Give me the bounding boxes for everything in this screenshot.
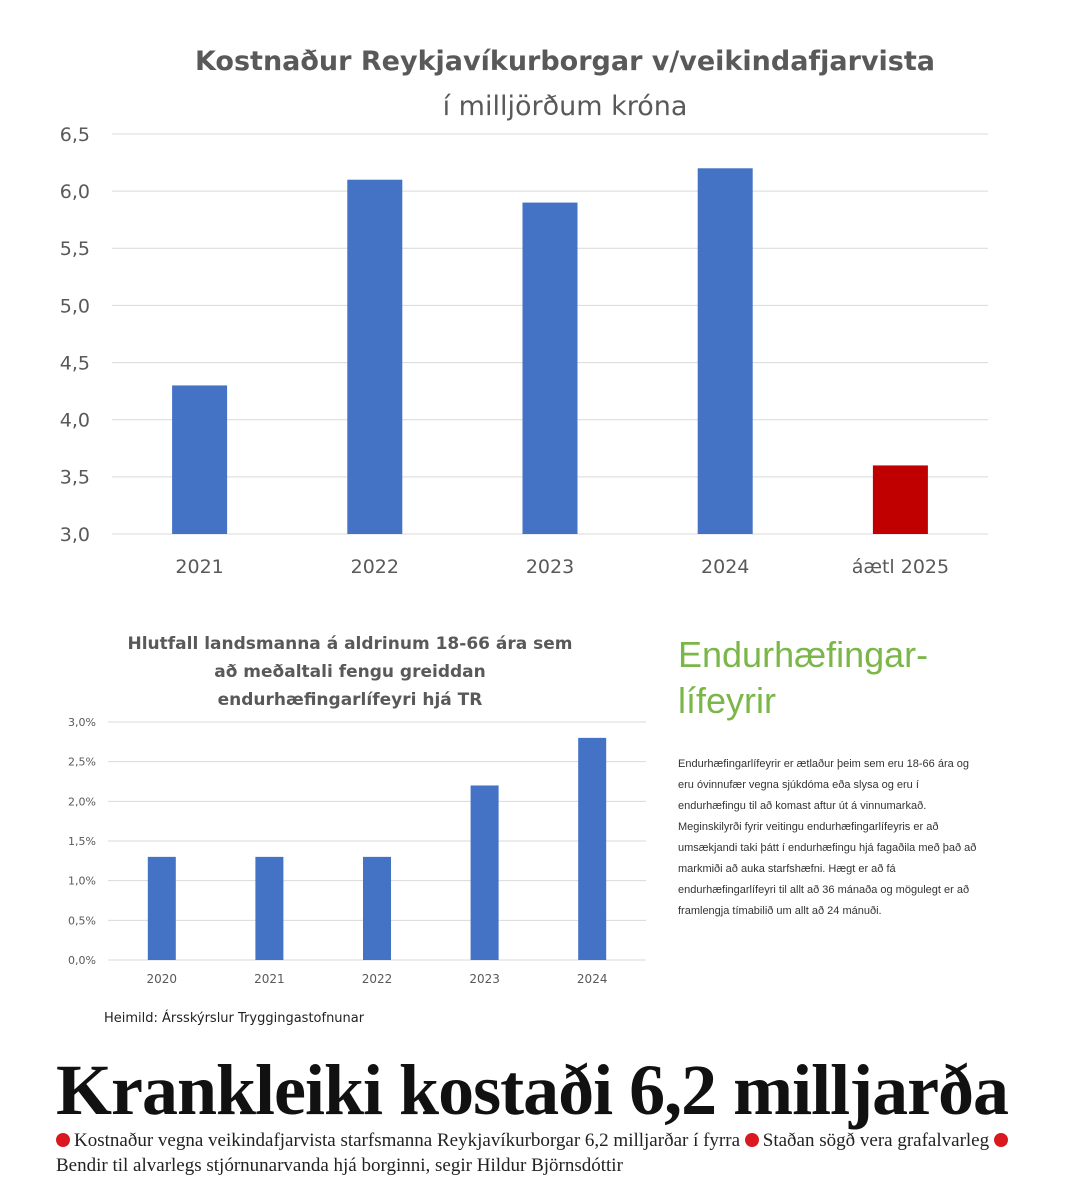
- chart2-xtick-label: 2021: [254, 972, 285, 986]
- chart1-ytick-label: 5,5: [59, 238, 90, 261]
- chart2-source: Heimild: Ársskýrslur Tryggingastofnunar: [104, 1011, 365, 1026]
- chart2-xtick-label: 2023: [469, 972, 500, 986]
- chart1-xtick-label: 2022: [350, 556, 399, 578]
- chart1-ytick-label: 4,0: [59, 409, 90, 432]
- chart2-bar: [578, 738, 606, 960]
- bullet-dot-icon: [745, 1133, 759, 1147]
- chart2-bar: [148, 857, 176, 960]
- chart1-bar: [873, 465, 928, 534]
- lead-bullet-3: Bendir til alvarlegs stjórnunarvanda hjá borginni, segir Hildur Björnsdóttir: [56, 1155, 623, 1176]
- chart2-title-line-2: að meðaltali fengu greiddan: [214, 662, 486, 682]
- chart2-svg: [40, 620, 660, 1000]
- chart2-bar: [363, 857, 391, 960]
- chart2-bar: [471, 785, 499, 960]
- bullet-dot-icon: [56, 1133, 70, 1147]
- infobox-heading-line-2: lífeyrir: [678, 680, 776, 721]
- article-lead: [56, 1128, 1016, 1178]
- chart2-title-line-3: endurhæfingarlífeyri hjá TR: [217, 690, 483, 710]
- infobox-heading: [678, 632, 1008, 724]
- chart1-ytick-label: 5,0: [59, 295, 90, 318]
- bullet-dot-icon: [994, 1133, 1008, 1147]
- chart2-ytick-label: 3,0%: [68, 715, 96, 729]
- chart1-bar: [172, 385, 227, 534]
- chart2-bar: [255, 857, 283, 960]
- chart2-ytick-label: 0,5%: [68, 914, 96, 928]
- lead-bullet-1: Kostnaður vegna veikindafjarvista starfsmanna Reykjavíkurborgar 6,2 milljarðar í fyrra: [74, 1130, 741, 1151]
- chart2-ytick-label: 1,0%: [68, 874, 96, 888]
- lead-bullet-2: Staðan sögð vera grafalvarleg: [762, 1130, 990, 1151]
- chart1-title: Kostnaður Reykjavíkurborgar v/veikindafjarvista: [194, 46, 936, 77]
- chart2-ytick-label: 0,0%: [68, 953, 96, 967]
- chart1-xtick-label: 2021: [175, 556, 224, 578]
- article-headline: Krankleiki kostaði 6,2 milljarða: [56, 1050, 1009, 1130]
- chart1-ytick-label: 3,0: [59, 523, 90, 546]
- chart2-ytick-label: 1,5%: [68, 834, 96, 848]
- chart2-ytick-label: 2,0%: [68, 795, 96, 809]
- chart1-xtick-label: 2023: [525, 556, 575, 578]
- chart1-bar: [698, 168, 753, 534]
- chart1-subtitle: í milljörðum króna: [442, 91, 688, 122]
- chart2-xtick-label: 2022: [361, 972, 393, 986]
- chart1-xtick-label: áætl 2025: [851, 556, 950, 578]
- infobox-body: Endurhæfingarlífeyrir er ætlaður þeim sem eru 18-66 ára og eru óvinnufær vegna sjúkdóma eða slysa og eru í endurhæfingu til að komast aftur út á vinnumarkað. Meginskilyrði fyrir veitingu endurhæfingarlífeyris er að umsækjandi taki þátt í endurhæfingu hjá fagaðila með það að markmiði að auka starfshæfni. Hægt er að fá endurhæfingarlífeyri til allt að 36 mánaða og mögulegt er að framlengja tímabilið um allt að 24 mánuði.: [678, 758, 977, 917]
- infobox-heading-line-1: Endurhæfingar-: [678, 634, 929, 675]
- chart2-title-line-1: Hlutfall landsmanna á aldrinum 18-66 ára sem: [127, 634, 573, 654]
- chart1-ytick-label: 3,5: [59, 466, 90, 489]
- chart1-bar: [347, 180, 402, 534]
- chart1-ytick-label: 6,0: [59, 180, 90, 203]
- chart2-xtick-label: 2024: [576, 972, 608, 986]
- chart2-xtick-label: 2020: [146, 972, 178, 986]
- chart1-ytick-label: 6,5: [59, 123, 90, 146]
- chart1-bar: [523, 203, 578, 534]
- chart2-ytick-label: 2,5%: [68, 755, 96, 769]
- chart1-xtick-label: 2024: [701, 556, 750, 578]
- chart1-ytick-label: 4,5: [59, 352, 90, 375]
